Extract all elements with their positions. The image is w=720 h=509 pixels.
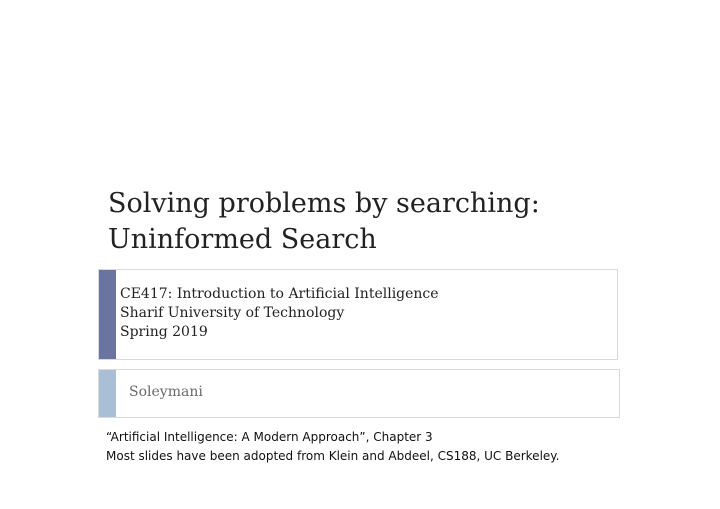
title-line-2: Uninformed Search [108, 224, 377, 255]
course-info-accent-bar [99, 270, 116, 359]
course-info-text [120, 285, 439, 342]
reference-textbook: “Artificial Intelligence: A Modern Approach”, Chapter 3 [106, 430, 433, 444]
course-info-box [98, 269, 618, 360]
semester: Spring 2019 [120, 324, 208, 340]
author-box [98, 369, 620, 418]
references [106, 428, 560, 466]
slide-title [108, 186, 668, 258]
reference-slides-source: Most slides have been adopted from Klein and Abdeel, CS188, UC Berkeley. [106, 449, 560, 463]
author-accent-bar [99, 370, 116, 417]
title-line-1: Solving problems by searching: [108, 188, 540, 219]
university-name: Sharif University of Technology [120, 305, 345, 321]
course-name: CE417: Introduction to Artificial Intelligence [120, 286, 439, 302]
author-name: Soleymani [129, 384, 203, 400]
